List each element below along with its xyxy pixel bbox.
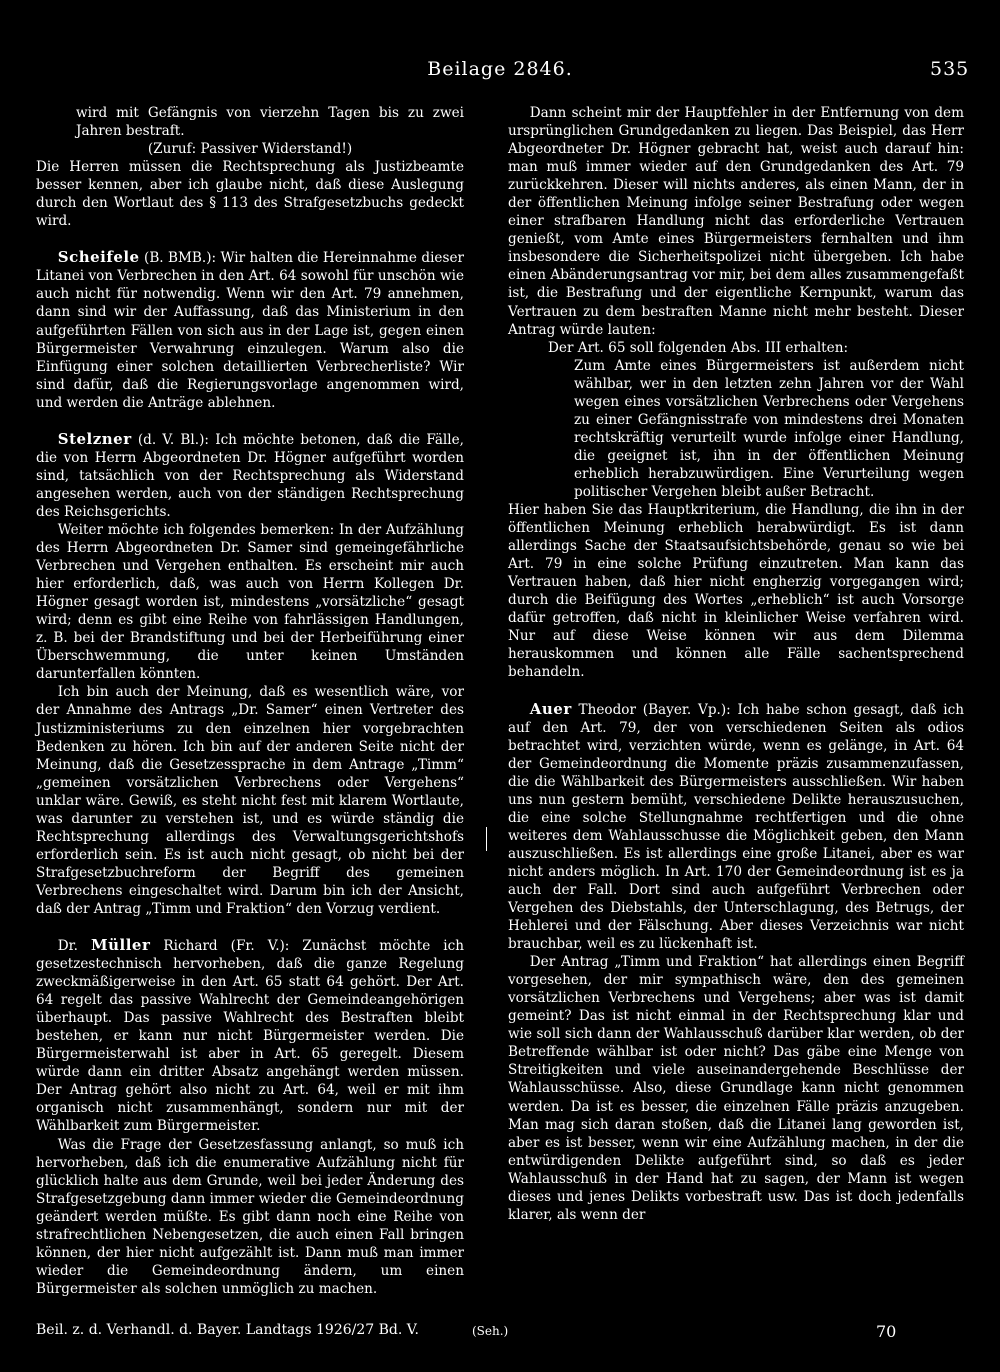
paragraph: Hier haben Sie das Hauptkriterium, die Handlung, die ihn in der öffentlichen Meinung erheblich herabwürdigt. Es ist dann allerdings Sache der Staatsaufsichtsbehörde, genau so wie bei Art. 79 in eine solche Prüfung einzutreten. Man kann das Vertrauen haben, daß hier nicht engherzig vorgegangen wird; durch die Beifügung des Wortes „erheblich“ ist auch Vorsorge dafür getroffen, daß nicht in kleinlicher Weise verfahren wird. Nur auf diese Weise können wir aus dem Dilemma herauskommen und können alle Fälle sachentsprechend behandeln. bbox=[508, 502, 964, 681]
speaker-title: Dr. bbox=[57, 938, 91, 955]
footer-source: Beil. z. d. Verhandl. d. Bayer. Landtags 1926/27 Bd. V. bbox=[36, 1322, 419, 1338]
speaker-name: Stelzner bbox=[57, 429, 132, 448]
paragraph: Die Herren müssen die Rechtsprechung als Justizbeamte besser kennen, aber ich glaube nicht, daß diese Auslegung durch den Wortlaut des § 113 des Strafgesetzbuchs gedeckt wird. bbox=[36, 159, 464, 230]
quoted-amendment: Zum Amte eines Bürgermeisters ist außerdem nicht wählbar, wer in den letzten zehn Jahren vor der Wahl wegen eines vorsätzlichen Verbrechens oder Vergehens zu einer Gefängnisstrafe von mindestens drei Monaten rechtskräftig verurteilt wurde infolge einer Handlung, die geeignet ist, ihn in der öffentlichen Meinung erheblich herabzuwürdigen. Eine Verurteilung wegen politischer Vergehen bleibt außer Betracht. bbox=[574, 357, 964, 500]
right-column bbox=[508, 104, 964, 1224]
speech-text: Richard (Fr. V.): Zunächst möchte ich gesetzestechnisch hervorheben, daß die ganze Regelung zweckmäßigerweise in den Art. 65 statt 64 gehört. Der Art. 64 regelt das passive Wahlrecht der Gemeindeangehörigen überhaupt. Das passive Wahlrecht des Bestraften bleibt bestehen, er kann nur nicht Bürgermeister werden. Die Bürgermeisterwahl ist aber in Art. 65 geregelt. Diesem würde dann ein dritter Absatz angehängt werden müssen. Der Antrag gehört also nicht zu Art. 64, weil er mit ihm organisch nicht zusammenhängt, sondern nur mit der Wählbarkeit zum Bürgermeister. bbox=[36, 938, 464, 1135]
paragraph: Weiter möchte ich folgendes bemerken: In der Aufzählung des Herrn Abgeordneten Dr. Samer sind gemeingefährliche Verbrechen und Vergehen enthalten. Es erscheint mir auch hier erforderlich, daß, was auch von Herrn Kollegen Dr. Högner gesagt worden ist, mindestens „vorsätzliche“ gesagt wird; denn es gibt eine Reihe von fahrlässigen Handlungen, z. B. bei der Brandstiftung und bei der Herbeiführung einer Überschwemmung, die unter keinen Umständen darunterfallen könnten. bbox=[36, 521, 464, 683]
page-number: 535 bbox=[930, 58, 970, 80]
footer-mark: (Seh.) bbox=[472, 1324, 509, 1338]
speech-text: (B. BMB.): Wir halten die Hereinnahme dieser Litanei von Verbrechen in den Art. 64 sowohl für unschön wie auch nicht für notwendig. Wenn wir den Art. 79 annehmen, dann sind wir der Auffassung, daß das Ministerium in den aufgeführten Fällen von sich aus in der Lage ist, gegen einen Bürgermeister Verwahrung einzulegen. Warum also die Einfügung einer solchen detaillierten Verbrecherliste? Wir sind dafür, daß die Regierungsvorlage angenommen wird, und werden die Anträge ablehnen. bbox=[36, 250, 464, 411]
speech-paragraph bbox=[36, 248, 464, 411]
paragraph: Ich bin auch der Meinung, daß es wesentlich wäre, vor der Annahme des Antrags „Dr. Samer“ einen Vertreter des Justizministeriums zu den einzelnen hier vorgebrachten Bedenken zu hören. Ich bin auf der anderen Seite nicht der Meinung, daß die Gesetzessprache in dem Antrage „Timm“ „gemeinen vorsätzlichen Verbrechens oder Vergehens“ unklar wäre. Gewiß, es steht nicht fest mit klarem Wortlaute, was darunter zu verstehen ist, und es würde ständig die Rechtsprechung allerdings des Verwaltungsgerichtshofs erforderlich sein. Es ist auch nicht gesagt, ob nicht bei der Strafgesetzbuchreform der Begriff des gemeinen Verbrechens eingeschaltet wird. Darum bin ich der Ansicht, daß der Antrag „Timm und Fraktion“ den Vorzug verdient. bbox=[36, 684, 464, 917]
speech-paragraph bbox=[508, 700, 964, 954]
paragraph: Was die Frage der Gesetzesfassung anlangt, so muß ich hervorheben, daß ich die enumerative Aufzählung nicht für glücklich halte aus dem Grunde, weil bei jeder Änderung des Strafgesetzgebung dann immer wieder die Gemeindeordnung geändert werden müßte. Es gibt dann noch eine Reihe von strafrechtlichen Nebengesetzen, die auch einen Fall bringen können, der hier nicht aufgezählt ist. Dann muß man immer wieder die Gemeindeordnung ändern, um einen Bürgermeister als solchen unmöglich zu machen. bbox=[36, 1136, 464, 1297]
speaker-name: Scheifele bbox=[57, 248, 140, 267]
speaker-name: Auer bbox=[529, 699, 572, 718]
speaker-name: Müller bbox=[91, 936, 151, 955]
speech-text: Theodor (Bayer. Vp.): Ich habe schon gesagt, daß ich auf den Art. 79, der von verschiedenen Seiten als odios betrachtet wird, verzichten würde, wenn es gelänge, in Art. 64 der Gemeindeordnung die Momente präzis zusammenzufassen, die die Wählbarkeit des Bürgermeisters ausschließen. Wir haben uns nun gestern bemüht, verschiedene Delikte herauszusuchen, die eine solche Stellungnahme rechtfertigen und die ohne weiteres dem Wahlausschusse die Möglichkeit geben, den Mann auszuschließen. Es ist allerdings eine große Litanei, aber es war nicht anders möglich. In Art. 170 der Gemeindeordnung ist es ja auch der Fall. Dort sind auch aufgeführt Verbrechen oder Vergehen des Diebstahls, der Unterschlagung, des Betrugs, der Hehlerei und der Fälschung. Aber dieses Verzeichnis war nicht brauchbar, weil es zu lückenhaft ist. bbox=[508, 701, 964, 953]
paragraph: Der Antrag „Timm und Fraktion“ hat allerdings einen Begriff vorgesehen, der mir sympathisch wäre, den des gemeinen vorsätzlichen Verbrechens und Vergehens; aber was ist damit gemeint? Das ist nicht einmal in der Rechtsprechung klar und wie soll sich dann der Wahlausschuß darüber klar werden, ob der Betreffende wählbar ist oder nicht? Das gäbe eine Menge von Streitigkeiten und viele auseinandergehende Beschlüsse der Wahlausschüsse. Also, diese Grundlage kann nicht genommen werden. Da ist es besser, die einzelnen Fälle präzis anzugeben. Man mag sich daran stoßen, daß die Litanei lang geworden ist, aber es ist besser, wenn wir eine Aufzählung machen, in der die entwürdigenden Delikte aufgeführt sind, so daß es jeder Wahlausschuß in der Hand hat zu sagen, der Mann ist wegen dieses und jenes Delikts vorbestraft usw. Das ist doch jedenfalls klarer, als wenn der bbox=[508, 954, 964, 1223]
footer-sheet-number: 70 bbox=[876, 1322, 897, 1341]
speech-paragraph bbox=[36, 936, 464, 1136]
paragraph: Dann scheint mir der Hauptfehler in der Entfernung von dem ursprünglichen Grundgedanken zu liegen. Das Beispiel, das Herr Abgeordneter Dr. Högner gebracht hat, weist auch darauf hin: man muß immer wieder auf den Grundgedanken des Art. 79 zurückkehren. Dieser will nichts anderes, als einen Mann, der in der öffentlichen Meinung infolge seiner Bestrafung oder wegen einer strafbaren Handlung nicht das erforderliche Vertrauen genießt, vom Amte eines Bürgermeisters fernhalten und ihm insbesondere die Sicherheitspolizei nicht übergeben. Ich habe einen Abänderungsantrag vor mir, bei dem alles zusammengefaßt ist, die Bestrafung und der eigentliche Kernpunkt, warum das Vertrauen zu dem bestraften Manne nicht mehr besteht. Dieser Antrag würde lauten: bbox=[508, 105, 964, 338]
page-header-title: Beilage 2846. bbox=[427, 58, 573, 80]
paragraph: Der Art. 65 soll folgenden Abs. III erhalten: bbox=[548, 339, 849, 356]
speech-text: (d. V. Bl.): Ich möchte betonen, daß die Fälle, die von Herrn Abgeordneten Dr. Högner aufgeführt worden sind, tatsächlich von der Rechtsprechung als Widerstand angesehen werden, auch von der ständigen Rechtsprechung des Reichsgerichts. bbox=[36, 431, 464, 520]
interjection: (Zuruf: Passiver Widerstand!) bbox=[147, 141, 353, 158]
paragraph: wird mit Gefängnis von vierzehn Tagen bis zu zwei Jahren bestraft. bbox=[76, 105, 464, 140]
speech-paragraph bbox=[36, 430, 464, 521]
column-divider bbox=[486, 104, 487, 1309]
left-column bbox=[36, 104, 464, 1298]
